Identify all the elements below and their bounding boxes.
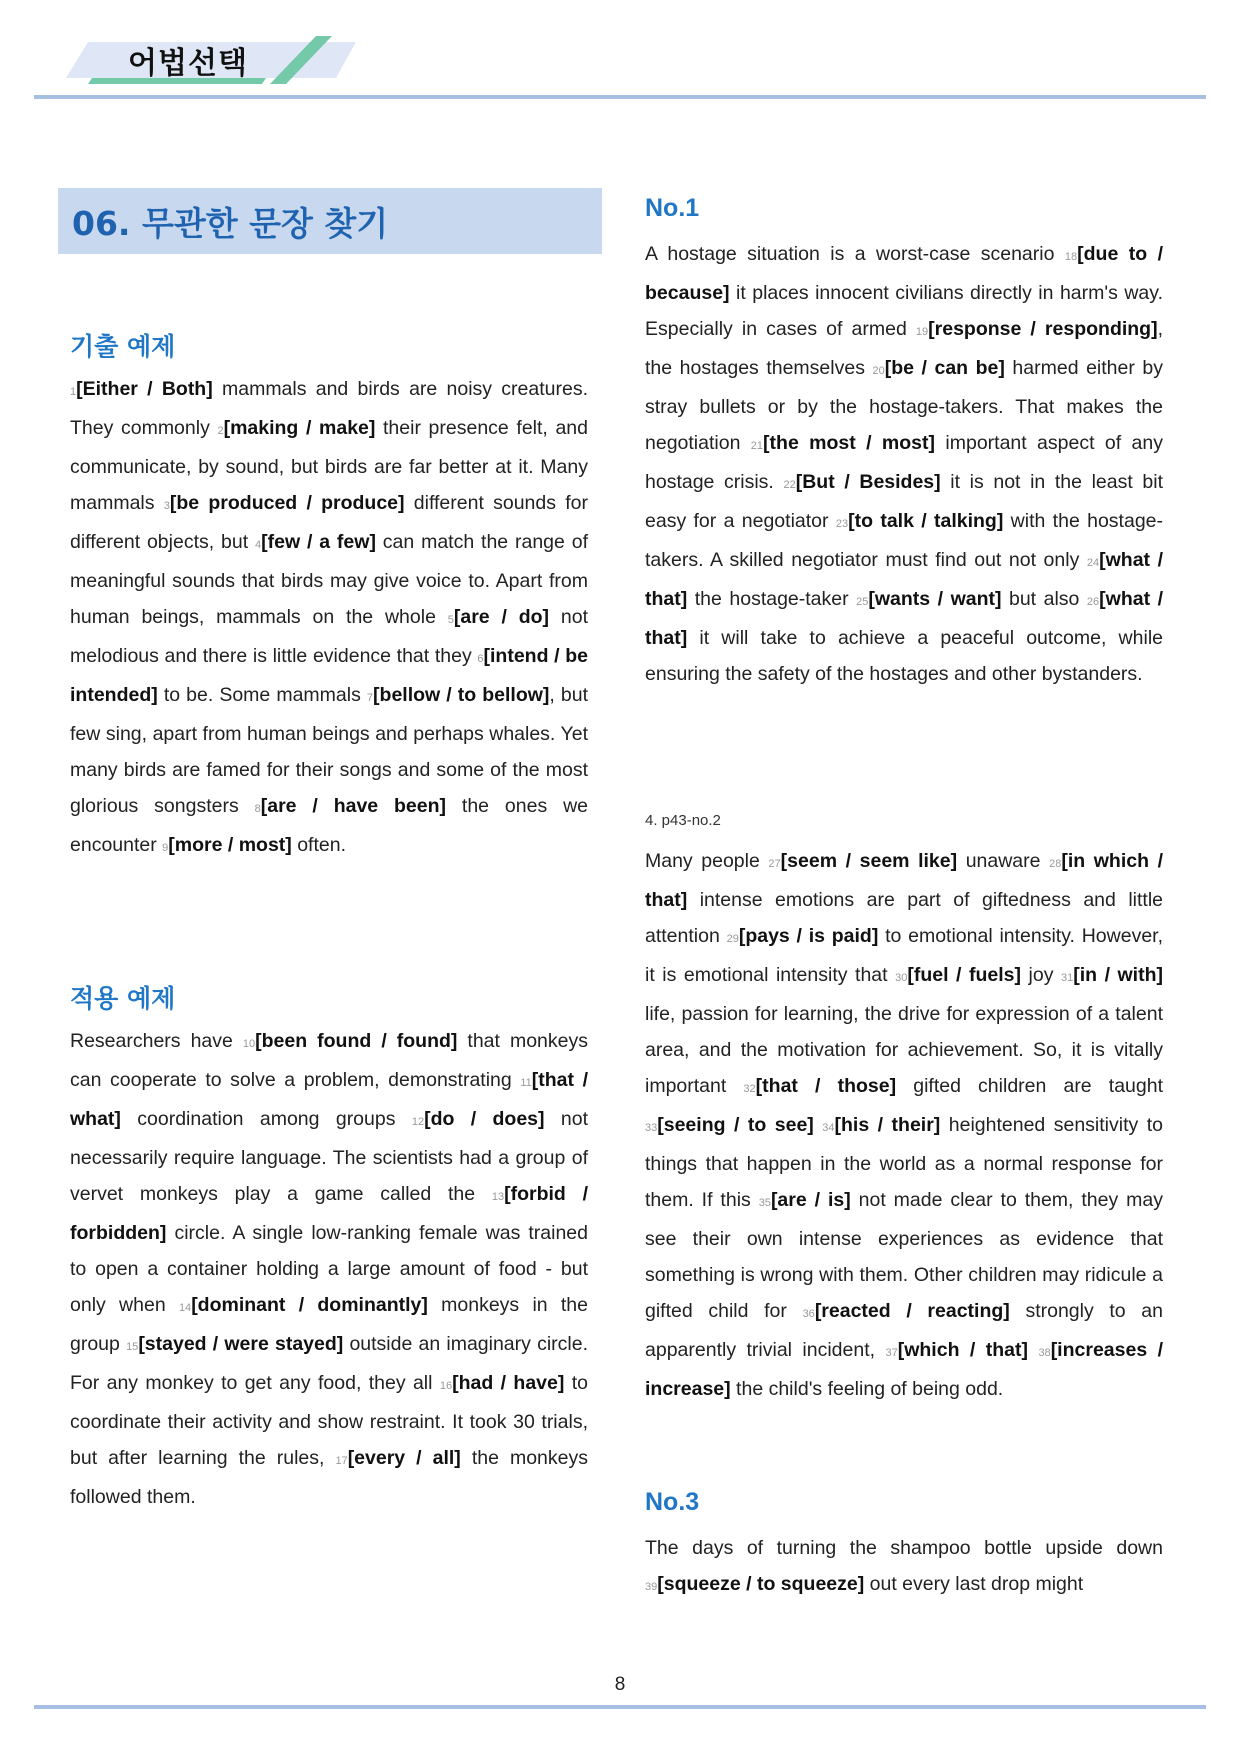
no2-passage [645,843,1163,1407]
choice-bracket: [response / responding] [928,318,1158,340]
question-number: 21 [750,440,764,452]
question-number: 10 [242,1038,256,1050]
passage-text: out every last drop might [864,1573,1084,1595]
choice-bracket: [the most / most] [763,432,936,454]
choice-bracket: [seem / seem like] [780,850,958,872]
passage-text: with the hostage-takers. A skilled negotiator must find out not only [645,510,1163,571]
choice-bracket: [fuel / fuels] [907,964,1021,986]
question-number: 14 [178,1302,192,1314]
choice-bracket: [squeeze / to squeeze] [657,1573,865,1595]
header-divider [34,95,1206,99]
question-number: 13 [491,1191,505,1203]
choice-bracket: [to talk / talking] [848,510,1004,532]
choice-bracket: [are / is] [770,1189,851,1211]
example1-passage [70,371,588,866]
question-number: 18 [1064,251,1078,263]
question-number: 22 [783,479,796,491]
page-number: 8 [614,1674,626,1695]
choice-bracket: [his / their] [834,1114,941,1136]
question-number: 34 [822,1122,835,1134]
choice-bracket: [making / make] [223,417,376,439]
choice-bracket: [few / a few] [261,531,376,553]
no3-heading: No.3 [645,1488,700,1516]
choice-bracket: [had / have] [452,1372,565,1394]
no3-passage [645,1530,1163,1605]
passage-text: but also [1001,588,1087,610]
passage-text: circle. A single low-ranking female was trained to open a container holding a large amount of food - but only when [70,1222,588,1316]
question-number: 32 [743,1083,756,1095]
header-title: 어법선택 [128,46,248,81]
passage-text: to emotional intensity. However, it is emotional intensity that [645,925,1163,986]
question-number: 27 [768,858,781,870]
example1-heading: 기출 예제 [70,332,176,361]
question-number: 25 [856,596,869,608]
passage-text: intense emotions are part of giftedness and little attention [645,889,1163,947]
passage-text: often. [291,834,347,856]
question-number: 33 [645,1122,658,1134]
choice-bracket: [in / with] [1073,964,1163,986]
passage-text: the ones we encounter [70,795,588,856]
question-number: 8 [254,803,261,815]
choice-bracket: [been found / found] [255,1030,458,1052]
passage-text: Many people [645,850,769,872]
footer-divider [34,1705,1206,1709]
question-number: 29 [726,933,739,945]
passage-text: outside an imaginary circle. For any monkey to get any food, they all [70,1333,588,1394]
question-number: 15 [126,1341,139,1353]
choice-bracket: [reacted / reacting] [814,1300,1010,1322]
choice-bracket: [Either / Both] [76,378,213,400]
section-title: 06. 무관한 문장 찾기 [72,204,389,243]
passage-text: monkeys in the group [70,1294,588,1355]
choice-bracket: [that / what] [70,1069,588,1130]
question-number: 3 [163,500,170,512]
passage-text: the monkeys followed them. [70,1447,588,1508]
choice-bracket: [wants / want] [868,588,1002,610]
question-number: 11 [520,1077,532,1089]
choice-bracket: [seeing / to see] [657,1114,814,1136]
question-number: 36 [802,1308,815,1320]
choice-bracket: [stayed / were stayed] [138,1333,344,1355]
choice-bracket: [dominant / dominantly] [191,1294,428,1316]
choice-bracket: [But / Besides] [795,471,941,493]
question-number: 19 [915,326,929,338]
choice-bracket: [more / most] [168,834,292,856]
passage-text: strongly to an apparently trivial incident, [645,1300,1163,1361]
choice-bracket: [which / that] [897,1339,1028,1361]
no2-reference: 4. p43-no.2 [645,812,721,829]
question-number: 7 [366,692,374,704]
passage-text: Researchers have [70,1030,243,1052]
choice-bracket: [forbid / forbidden] [70,1183,588,1244]
no1-heading: No.1 [645,194,700,222]
question-number: 26 [1086,596,1100,608]
question-number: 23 [835,518,849,530]
passage-text: different sounds for different objects, but [70,492,588,553]
choice-bracket: [intend / be intended] [70,645,589,706]
passage-text: it will take to achieve a peaceful outcome, while ensuring the safety of the hostages and other bystanders. [645,627,1163,685]
question-number: 20 [872,365,885,377]
passage-text: the child's feeling of being odd. [730,1378,1004,1400]
question-number: 28 [1049,858,1062,870]
question-number: 1 [70,386,77,398]
example2-passage [70,1023,588,1515]
passage-text: their presence felt, and communicate, by sound, but birds are far better at it. Many mammals [70,417,588,514]
passage-text: life, passion for learning, the drive for expression of a talent area, and the motivation for achievement. So, it is vitally important [645,1003,1163,1097]
choice-bracket: [that / those] [755,1075,897,1097]
passage-text: to coordinate their activity and show restraint. It took 30 trials, but after learning the rules, [70,1372,588,1469]
choice-bracket: [in which / that] [645,850,1164,911]
choice-bracket: [are / do] [453,606,550,628]
question-number: 12 [411,1116,425,1128]
passage-text: to be. Some mammals [157,684,367,706]
passage-text: harmed either by stray bullets or by the hostage-takers. That makes the negotiation [645,357,1163,454]
passage-text: unaware [957,850,1050,872]
question-number: 9 [162,842,169,854]
choice-bracket: [do / does] [424,1108,545,1130]
choice-bracket: [increases / increase] [645,1339,1164,1400]
question-number: 37 [885,1347,898,1359]
question-number: 17 [335,1455,348,1467]
passage-text [1028,1339,1038,1361]
passage-text: that monkeys can cooperate to solve a problem, demonstrating [70,1030,588,1091]
question-number: 2 [217,425,224,437]
question-number: 24 [1086,557,1100,569]
passage-text: The days of turning the shampoo bottle upside down [645,1537,1163,1559]
choice-bracket: [pays / is paid] [738,925,879,947]
choice-bracket: [be / can be] [884,357,1005,379]
choice-bracket: [what / that] [645,549,1163,610]
choice-bracket: [every / all] [347,1447,461,1469]
passage-text: can match the range of meaningful sounds that birds may give voice to. Apart from human beings, mammals on the whole [70,531,588,628]
choice-bracket: [due to / because] [645,243,1163,304]
passage-text: , but few sing, apart from human beings and perhaps whales. Yet many birds are famed for their songs and some of the most glorious songsters [70,684,589,817]
choice-bracket: [bellow / to bellow] [373,684,550,706]
question-number: 6 [477,653,484,665]
example2-heading: 적용 예제 [70,984,176,1013]
choice-bracket: [be produced / produce] [169,492,405,514]
passage-text: joy [1020,964,1061,986]
passage-text: the hostage-taker [687,588,857,610]
question-number: 39 [645,1581,658,1593]
passage-text: important aspect of any hostage crisis. [645,432,1163,493]
question-number: 30 [895,972,908,984]
choice-bracket: [what / that] [645,588,1163,649]
passage-text: A hostage situation is a worst-case scenario [645,243,1065,265]
passage-text [814,1114,822,1136]
passage-text: mammals and birds are noisy creatures. They commonly [70,378,588,439]
passage-text: not necessarily require language. The scientists had a group of vervet monkeys play a game called the [70,1108,588,1205]
question-number: 4 [254,539,262,551]
passage-text: not melodious and there is little evidence that they [70,606,588,667]
question-number: 38 [1038,1347,1051,1359]
passage-text: gifted children are taught [896,1075,1164,1097]
question-number: 16 [439,1380,453,1392]
question-number: 5 [447,614,454,626]
question-number: 31 [1060,972,1074,984]
passage-text: it is not in the least bit easy for a negotiator [645,471,1164,532]
passage-text: not made clear to them, they may see their own intense experiences as evidence that something is wrong with them. Other children may ridicule a gifted child for [645,1189,1163,1322]
passage-text: it places innocent civilians directly in harm's way. Especially in cases of armed [645,282,1163,340]
question-number: 35 [758,1197,771,1209]
passage-text: coordination among groups [120,1108,412,1130]
no1-passage [645,236,1163,692]
choice-bracket: [are / have been] [260,795,447,817]
passage-text: heightened sensitivity to things that happen in the world as a normal response for them. If this [645,1114,1164,1211]
passage-text: , the hostages themselves [645,318,1164,379]
section-title-box [58,188,602,254]
